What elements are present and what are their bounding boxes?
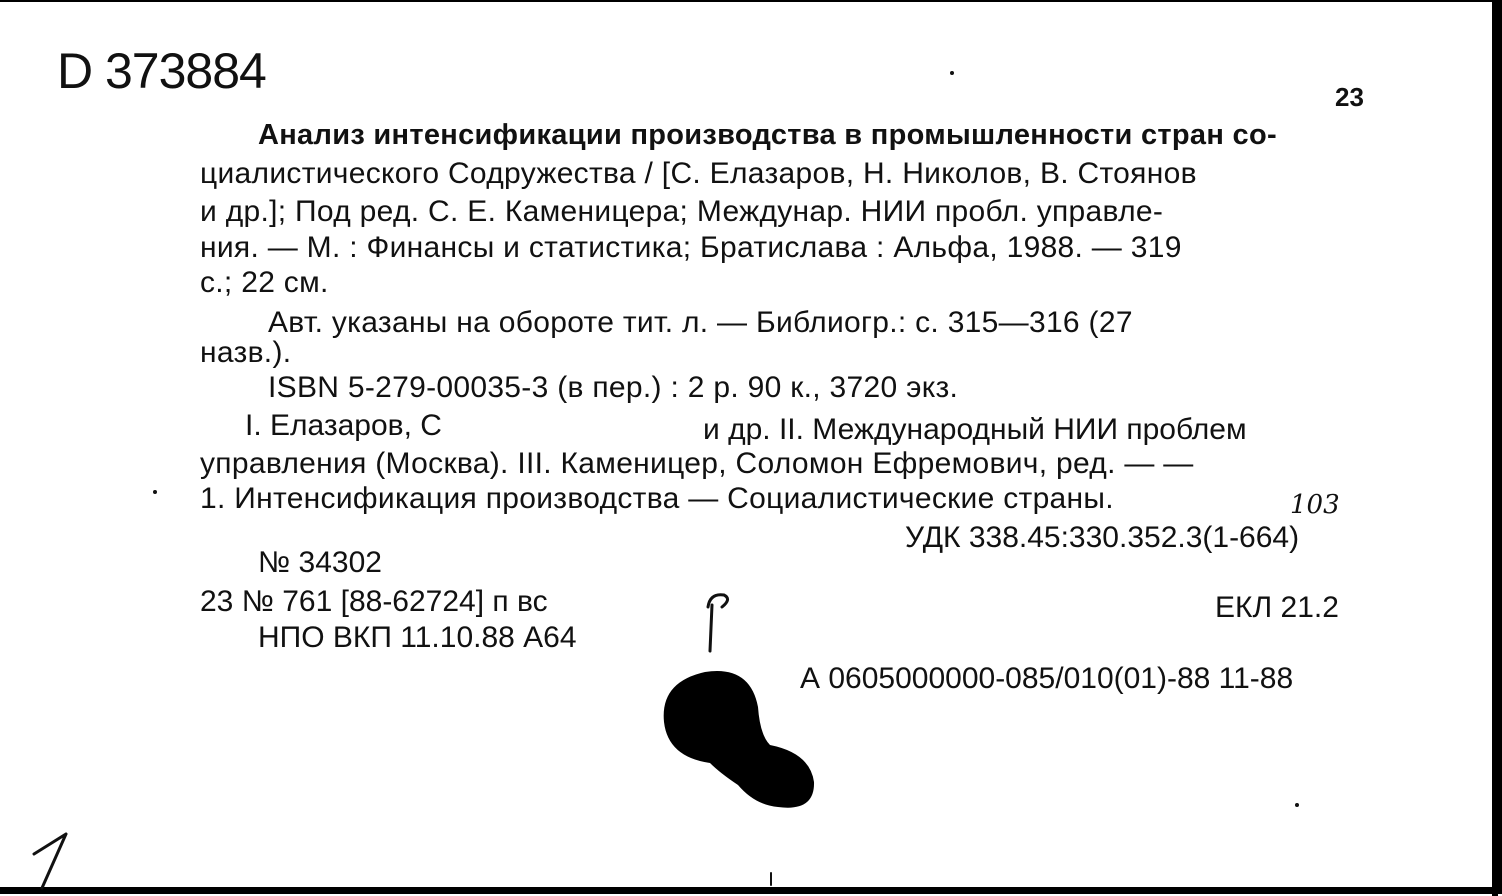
title-line-2: циалистического Содружества / [С. Елазаров, Н. Николов, В. Стоянов	[200, 157, 1197, 190]
speck-1	[950, 71, 954, 75]
tracing-line-1-right: и др. II. Международный НИИ проблем	[703, 413, 1247, 446]
handwritten-code: 103	[1290, 490, 1340, 520]
handwritten-hook-mark	[700, 587, 740, 657]
tracing-line-2: управления (Москва). III. Каменицер, Соломон Ефремович, ред. — —	[200, 447, 1194, 480]
isbn-line: ISBN 5-279-00035-3 (в пер.) : 2 р. 90 к., 3720 экз.	[268, 371, 959, 404]
code-line: А 0605000000-085/010(01)-88 11-88	[800, 662, 1294, 695]
title-line-4: ния. — М. : Финансы и статистика; Братислава : Альфа, 1988. — 319	[200, 231, 1182, 264]
card-edge-bottom	[0, 887, 1502, 891]
page-number: 23	[1335, 82, 1364, 112]
handwritten-number-mark	[28, 832, 78, 892]
speck-4	[770, 872, 772, 886]
speck-3	[1295, 803, 1299, 807]
note-line-1: Авт. указаны на обороте тит. л. — Библиогр.: с. 315—316 (27	[268, 306, 1133, 339]
record-number: № 34302	[258, 546, 382, 579]
title-line-5: с.; 22 см.	[200, 266, 329, 299]
card-edge-right	[1492, 2, 1498, 896]
title-line-3: и др.]; Под ред. С. Е. Каменицера; Междунар. НИИ пробл. управле-	[200, 195, 1164, 228]
printer-line: НПО ВКП 11.10.88 А64	[258, 621, 577, 654]
tracing-line-3: 1. Интенсификация производства — Социалистические страны.	[200, 482, 1114, 515]
ekl-code: ЕКЛ 21.2	[1215, 591, 1339, 624]
speck-2	[153, 490, 157, 494]
order-line: 23 № 761 [88-62724] п вс	[200, 585, 548, 618]
udk-line: УДК 338.45:330.352.3(1-664)	[905, 521, 1300, 554]
tracing-line-1-left: I. Елазаров, С	[245, 409, 442, 442]
note-line-2: назв.).	[200, 336, 292, 369]
catalog-number: D 373884	[57, 43, 266, 99]
title-line-1: Анализ интенсификации производства в промышленности стран со-	[258, 119, 1277, 151]
ink-blob-mark	[660, 667, 820, 817]
